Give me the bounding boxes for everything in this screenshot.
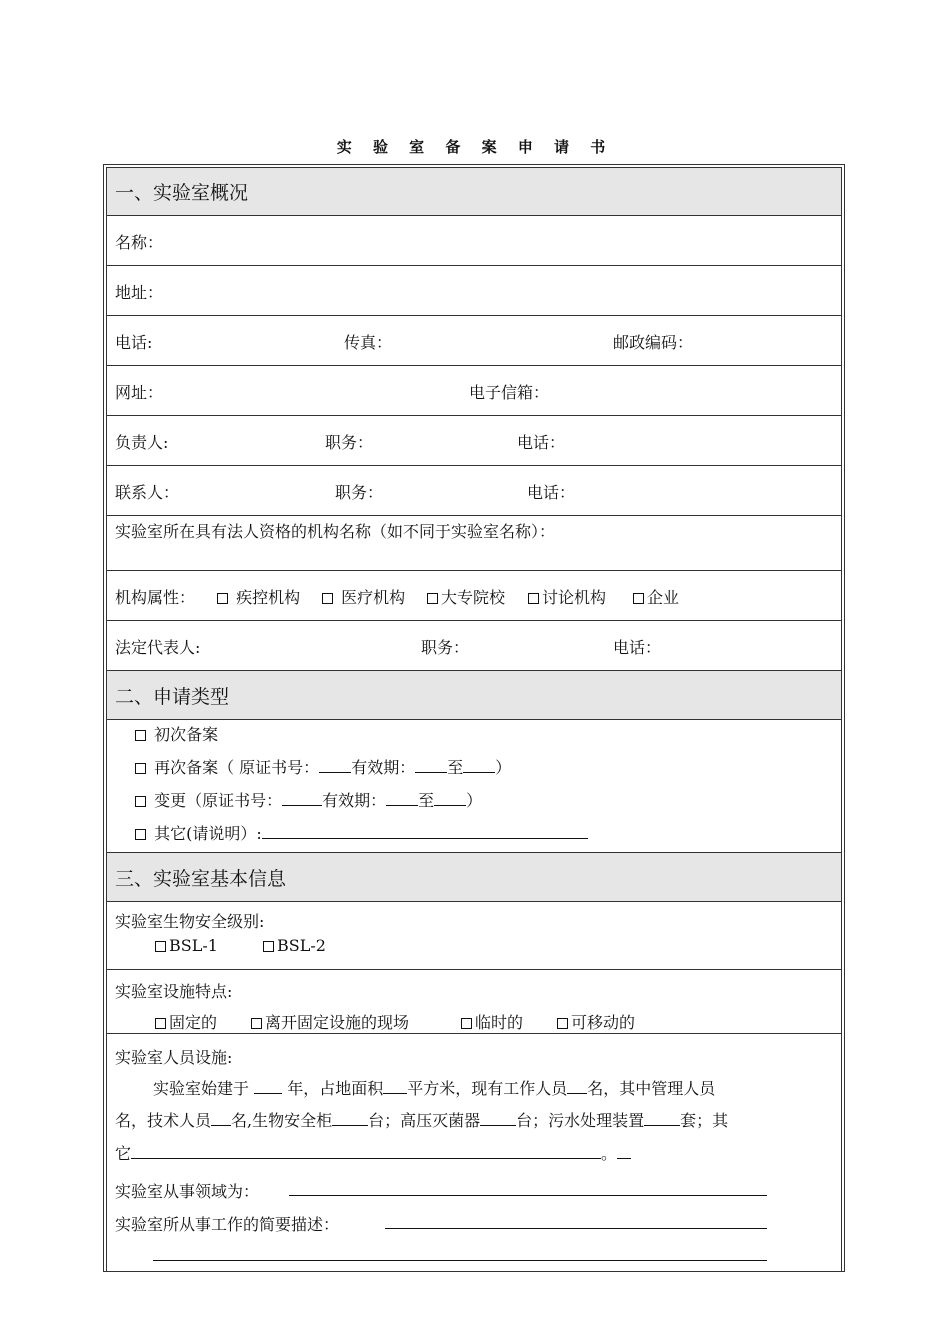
facility-option-fixed[interactable] — [155, 1010, 217, 1033]
option-label: 医疗机构 — [341, 588, 406, 607]
checkbox-icon[interactable] — [528, 593, 539, 604]
facility-row — [107, 970, 841, 1034]
refiling-cert-label: 再次备案（ 原证书号： — [154, 758, 320, 777]
p3-text-a: 它 — [115, 1144, 132, 1163]
bsl-label: 实验室生物安全级别: — [115, 912, 265, 931]
p2-text-e: 套；其 — [680, 1111, 729, 1130]
p2-text-d: 台；污水处理装置 — [516, 1111, 645, 1130]
autoclave-count-blank[interactable] — [480, 1110, 516, 1126]
org-type-option-medical[interactable] — [322, 585, 405, 608]
legal-rep-row[interactable] — [107, 621, 841, 671]
application-form — [103, 164, 845, 1272]
field-blank[interactable] — [289, 1195, 767, 1196]
description-blank-line2[interactable] — [153, 1260, 767, 1261]
section-application-header — [107, 671, 841, 720]
staff-label: 实验室人员设施: — [115, 1048, 233, 1067]
staff-facility-block — [107, 1034, 841, 1274]
phone-row[interactable] — [107, 316, 841, 366]
email-label: 电子信箱： — [469, 383, 550, 402]
p2-text-b: 名,生物安全柜 — [231, 1111, 333, 1130]
org-type-row — [107, 571, 841, 621]
contact-phone-label: 电话： — [527, 483, 576, 502]
section-title: 三、实验室基本信息 — [115, 867, 287, 890]
description-label: 实验室所从事工作的简要描述： — [115, 1215, 340, 1234]
checkbox-icon[interactable] — [427, 593, 438, 604]
p1-text-b: 年，占地面积 — [287, 1079, 384, 1098]
refiling-close: ） — [495, 758, 512, 777]
change-valid-label: 有效期： — [322, 791, 387, 810]
address-row[interactable] — [107, 266, 841, 316]
org-type-option-research[interactable] — [528, 585, 606, 608]
checkbox-icon[interactable] — [135, 829, 146, 840]
fax-label: 传真： — [344, 333, 393, 352]
option-label: 大专院校 — [441, 588, 506, 607]
legal-rep-phone-label: 电话： — [613, 638, 662, 657]
checkbox-icon[interactable] — [135, 763, 146, 774]
address-label: 地址： — [115, 283, 164, 302]
change-from-blank[interactable] — [386, 790, 418, 806]
section-title: 一、实验室概况 — [115, 182, 249, 204]
p1-text-d: 名，其中管理人员 — [587, 1079, 716, 1098]
name-row[interactable] — [107, 216, 841, 266]
option-label: 可移动的 — [571, 1013, 636, 1032]
other-blank[interactable] — [262, 823, 588, 839]
other-facility-tail — [617, 1143, 631, 1159]
website-label: 网址： — [115, 383, 164, 402]
name-label: 名称： — [115, 233, 164, 252]
staff-paragraph-line3 — [115, 1141, 631, 1164]
area-blank[interactable] — [383, 1078, 407, 1094]
head-label: 负责人: — [115, 433, 169, 452]
tech-count-blank[interactable] — [211, 1110, 231, 1126]
option-label: 临时的 — [475, 1013, 524, 1032]
staff-paragraph-line2 — [115, 1108, 728, 1131]
refiling-to-label: 至 — [447, 758, 464, 777]
staff-paragraph-line1 — [153, 1076, 715, 1099]
checkbox-icon[interactable] — [135, 730, 146, 741]
org-type-option-cdc[interactable] — [217, 585, 300, 608]
option-other[interactable] — [135, 821, 588, 844]
refiling-to-blank[interactable] — [463, 757, 495, 773]
option-label: BSL-2 — [277, 936, 326, 955]
facility-option-offsite[interactable] — [251, 1010, 409, 1033]
form-inner — [106, 167, 842, 1271]
option-refiling[interactable] — [135, 755, 511, 778]
head-phone-label: 电话： — [517, 433, 566, 452]
org-type-option-enterprise[interactable] — [633, 585, 679, 608]
checkbox-icon[interactable] — [461, 1018, 472, 1029]
head-row[interactable] — [107, 416, 841, 466]
option-label: 初次备案 — [154, 725, 219, 744]
checkbox-icon[interactable] — [263, 941, 274, 952]
bsl2-option[interactable] — [263, 936, 326, 955]
org-type-label: 机构属性： — [115, 588, 196, 607]
application-type-block — [107, 720, 841, 853]
contact-title-label: 职务： — [335, 483, 384, 502]
other-label: 其它(请说明）: — [154, 824, 262, 843]
option-label: 企业 — [647, 588, 680, 607]
checkbox-icon[interactable] — [217, 593, 228, 604]
legal-rep-label: 法定代表人: — [115, 638, 201, 657]
change-to-blank[interactable] — [434, 790, 466, 806]
refiling-from-blank[interactable] — [415, 757, 447, 773]
bsl-row — [107, 902, 841, 970]
contact-label: 联系人： — [115, 483, 180, 502]
option-label: 疾控机构 — [236, 588, 301, 607]
field-label: 实验室从事领域为： — [115, 1182, 260, 1201]
checkbox-icon[interactable] — [155, 1018, 166, 1029]
change-close: ） — [466, 791, 483, 810]
option-label: 离开固定设施的现场 — [265, 1013, 410, 1032]
option-label: 固定的 — [169, 1013, 218, 1032]
facility-option-mobile[interactable] — [557, 1010, 635, 1033]
checkbox-icon[interactable] — [322, 593, 333, 604]
head-title-label: 职务： — [325, 433, 374, 452]
staff-count-blank[interactable] — [567, 1078, 587, 1094]
p2-text-c: 台；高压灭菌器 — [368, 1111, 481, 1130]
legal-rep-title-label: 职务： — [421, 638, 470, 657]
section-title: 二、申请类型 — [115, 685, 230, 708]
phone-label: 电话: — [115, 333, 153, 352]
change-cert-blank[interactable] — [282, 790, 322, 806]
checkbox-icon[interactable] — [155, 941, 166, 952]
option-label: BSL-1 — [169, 936, 218, 955]
checkbox-icon[interactable] — [633, 593, 644, 604]
other-facility-blank[interactable] — [131, 1143, 601, 1159]
checkbox-icon[interactable] — [135, 796, 146, 807]
section-basic-info-header — [107, 853, 841, 902]
bsl1-option[interactable] — [155, 936, 218, 955]
p2-text-a: 名，技术人员 — [115, 1111, 212, 1130]
change-cert-label: 变更（原证书号： — [154, 791, 283, 810]
legal-org-label: 实验室所在具有法人资格的机构名称（如不同于实验室名称）： — [115, 522, 556, 541]
website-row[interactable] — [107, 366, 841, 416]
facility-option-temporary[interactable] — [461, 1010, 523, 1033]
cabinet-count-blank[interactable] — [332, 1110, 368, 1126]
refiling-valid-label: 有效期： — [351, 758, 416, 777]
p3-text-b: 。 — [601, 1144, 618, 1163]
refiling-cert-blank[interactable] — [319, 757, 351, 773]
org-type-option-college[interactable] — [427, 585, 505, 608]
sewage-count-blank[interactable] — [644, 1110, 680, 1126]
checkbox-icon[interactable] — [251, 1018, 262, 1029]
option-first-filing[interactable] — [135, 722, 218, 745]
postcode-label: 邮政编码： — [613, 333, 694, 352]
option-change[interactable] — [135, 788, 482, 811]
legal-org-row[interactable] — [107, 516, 841, 571]
section-overview-header — [107, 168, 841, 216]
p1-text-c: 平方米，现有工作人员 — [407, 1079, 568, 1098]
p1-text-a: 实验室始建于 — [153, 1079, 250, 1098]
document-title: 实 验 室 备 案 申 请 书 — [336, 138, 614, 156]
change-to-label: 至 — [418, 791, 435, 810]
checkbox-icon[interactable] — [557, 1018, 568, 1029]
contact-row[interactable] — [107, 466, 841, 516]
option-label: 讨论机构 — [542, 588, 607, 607]
facility-label: 实验室设施特点: — [115, 982, 233, 1001]
description-blank-line1[interactable] — [385, 1228, 767, 1229]
year-blank[interactable] — [254, 1078, 282, 1094]
